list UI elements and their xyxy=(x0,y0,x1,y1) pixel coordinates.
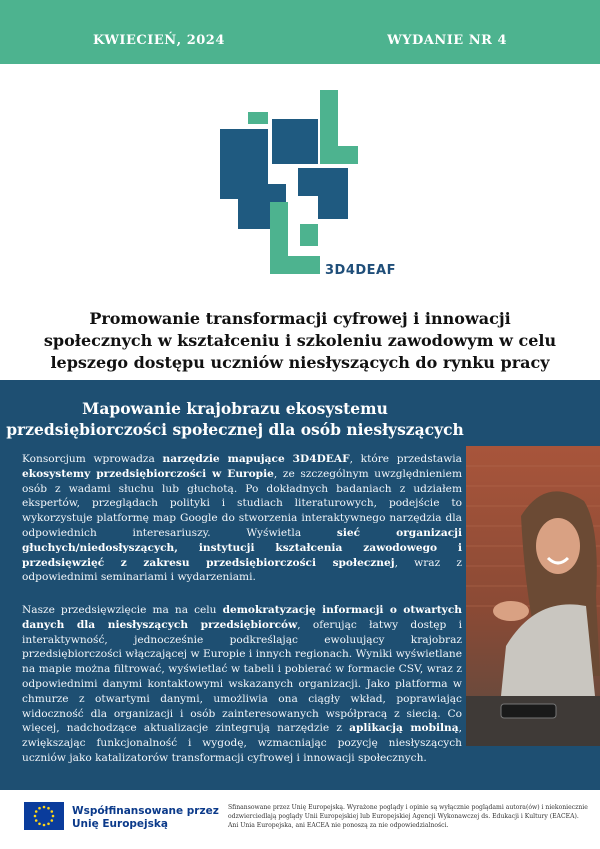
p2-bold-2: aplikacją mobilną xyxy=(349,722,459,735)
3d4deaf-logo xyxy=(220,84,380,284)
logo-text: 3D4DEAF xyxy=(325,263,396,278)
person-hand xyxy=(493,601,529,621)
article-paragraph-1 xyxy=(22,452,462,585)
section-title-line-2: przedsiębiorczości społecznej dla osób niesłyszących xyxy=(6,420,464,439)
p1-text-1: Konsorcjum wprowadza xyxy=(22,453,163,465)
logo-shape-navy-4 xyxy=(298,168,348,219)
issue-number: WYDANIE NR 4 xyxy=(387,33,507,48)
eu-disclaimer: Sfinansowane przez Unię Europejską. Wyrażone poglądy i opinie są wyłącznie poglądami autora(ów) i niekoniecznie odzwierciedlają poglądy Unii Europejskiej lub Europejskiej Agencji Wykonawczej ds. Edukacji i Kultury (EACEA). Ani Unia Europejska, ani EACEA nie ponoszą za nie odpowiedzialności. xyxy=(228,804,588,829)
p1-bold-3: sieć organizacji głuchych/niedosłyszących, instytucji kształcenia zawodowego i przedsięwzięć z zakresu przedsiębiorczości społecznej xyxy=(22,526,462,569)
phone xyxy=(501,704,556,718)
eu-cofunded-label xyxy=(72,805,219,831)
eu-line-1: Współfinansowane przez xyxy=(72,805,219,817)
article-photo xyxy=(466,446,600,746)
eu-flag-icon xyxy=(24,802,64,830)
section-title-line-1: Mapowanie krajobrazu ekosystemu xyxy=(82,399,388,418)
p1-bold-2: ekosystemy przedsiębiorczości w Europie xyxy=(22,467,274,480)
person-face xyxy=(536,518,580,574)
section-title xyxy=(0,398,470,440)
title-line-2: społecznych w kształceniu i szkoleniu zawodowym w celu xyxy=(43,331,557,350)
newsletter-title xyxy=(40,308,560,374)
p1-text-4: , wraz z odpowiednimi seminariami i wydarzeniami. xyxy=(22,556,462,584)
logo-shape-green-left xyxy=(248,112,268,124)
title-line-3: lepszego dostępu uczniów niesłyszących do rynku pracy xyxy=(50,353,550,372)
title-line-1: Promowanie transformacji cyfrowej i innowacji xyxy=(89,309,511,328)
logo-shape-navy-2 xyxy=(272,119,318,164)
p1-bold-1: narzędzie mapujące 3D4DEAF xyxy=(162,453,350,465)
logo-shape-green-top xyxy=(320,90,358,164)
header-bar xyxy=(0,0,600,64)
eu-line-2: Unię Europejską xyxy=(72,818,168,830)
p2-text-2: , oferując łatwy dostęp i interaktywność, jednocześnie podkreślając ewoluujący krajobraz przedsiębiorczości włączającej w Europie i innych regionach. Wyniki wyświetlane na mapie można filtrować, wyświetlać w tabeli i pobierać w formacie CSV, wraz z odpowiednimi danymi kontaktowymi wskazanych organizacji. Jako platforma w chmurze z otwartymi danymi, umożliwia ona ciągły wkład, poprawiając widoczność dla organizacji i osób zainteresowanych współpracą z siecią. Co więcej, nadchodzące aktualizacje zintegrują narzędzie z xyxy=(22,618,462,735)
p1-text-3: , ze szczególnym uwzględnieniem osób z wadami słuchu lub głuchotą. Po dokładnych badaniach z udziałem ekspertów, przeglądach polityki i studiach literaturowych, podejście to wykorzystuje platformę map Google do stworzenia interaktywnego narzędzia dla odpowiednich interesariuszy. Wyświetla xyxy=(22,467,462,539)
article-paragraph-2 xyxy=(22,603,462,766)
issue-date: KWIECIEŃ, 2024 xyxy=(93,33,225,48)
p2-text-1: Nasze przedsięwzięcie ma na celu xyxy=(22,604,223,616)
p2-text-3: , zwiększając funkcjonalność i wygodę, wzmacniając pozycję niesłyszących uczniów jako katalizatorów transformacji cyfrowej i innowacji społecznych. xyxy=(22,722,462,764)
logo-shape-green-right xyxy=(300,224,318,246)
p2-bold-1: demokratyzację informacji o otwartych danych dla niesłyszących przedsiębiorców xyxy=(22,604,462,631)
p1-text-2: , które przedstawia xyxy=(349,453,462,465)
